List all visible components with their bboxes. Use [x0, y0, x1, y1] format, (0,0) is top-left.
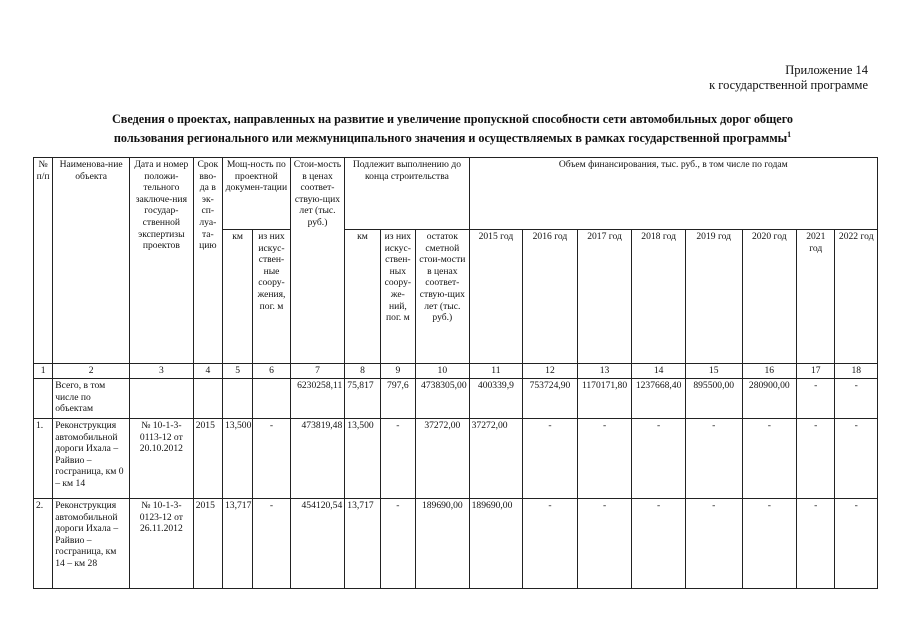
header-year: 2021 год	[797, 230, 835, 364]
title-line-2-wrap	[30, 127, 875, 146]
projects-table	[33, 157, 878, 589]
table-row-total	[34, 379, 878, 419]
cell-cost: 454120,54	[290, 499, 345, 589]
column-number: 5	[222, 364, 252, 379]
column-number: 13	[577, 364, 632, 379]
header-year: 2022 год	[835, 230, 878, 364]
header-funding: Объем финансирования, тыс. руб., в том числе по годам	[469, 158, 877, 230]
cell-expertise: № 10-1-3-0113-12 от 20.10.2012	[130, 419, 194, 499]
column-number: 16	[742, 364, 797, 379]
header-year: 2020 год	[742, 230, 797, 364]
cell-year-value: 400339,9	[469, 379, 523, 419]
header-remaining: Подлежит выполнению до конца строительства	[345, 158, 469, 230]
cell-year-value: -	[797, 419, 835, 499]
header-year: 2018 год	[632, 230, 686, 364]
table-row-project-1	[34, 419, 878, 499]
column-number: 6	[253, 364, 290, 379]
cell-year-value: 189690,00	[469, 499, 523, 589]
header-rem-km: км	[345, 230, 380, 364]
header-expertise: Дата и номер положи-тельного заключе-ния государ-ственной экспертизы проектов	[130, 158, 194, 364]
column-number: 17	[797, 364, 835, 379]
column-number: 2	[53, 364, 130, 379]
cell-year-value: -	[685, 499, 742, 589]
cell-name: Реконструкция автомобильной дороги Ихала – Райвио – госграница, км 0 – км 14	[53, 419, 130, 499]
header-year: 2017 год	[577, 230, 632, 364]
cell-year-value: 37272,00	[469, 419, 523, 499]
header-year: 2016 год	[523, 230, 578, 364]
cell-cost: 6230258,11	[290, 379, 345, 419]
cell-art	[253, 379, 290, 419]
header-row-1	[34, 158, 878, 230]
header-cost: Стои-мость в ценах соответ-ствую-щих лет (тыс. руб.)	[290, 158, 345, 364]
column-number: 12	[523, 364, 578, 379]
cell-expertise	[130, 379, 194, 419]
cell-rem-cost: 189690,00	[416, 499, 470, 589]
cell-year-value: -	[742, 499, 797, 589]
header-year: 2015 год	[469, 230, 523, 364]
cell-commission: 2015	[193, 419, 222, 499]
column-number: 9	[380, 364, 415, 379]
header-commission: Срок вво-да в эк-сп-луа-та-цию	[193, 158, 222, 364]
cell-year-value: 753724,90	[523, 379, 578, 419]
cell-year-value: -	[797, 499, 835, 589]
cell-rem-art: -	[380, 499, 415, 589]
annex-line-1: Приложение 14	[785, 63, 868, 77]
column-number: 15	[685, 364, 742, 379]
header-capacity: Мощ-ность по проектной докумен-тации	[222, 158, 290, 230]
cell-year-value: -	[577, 499, 632, 589]
cell-year-value: -	[685, 419, 742, 499]
column-number: 11	[469, 364, 523, 379]
cell-rem-km: 13,717	[345, 499, 380, 589]
cell-year-value: -	[742, 419, 797, 499]
cell-cost: 473819,48	[290, 419, 345, 499]
column-number: 10	[416, 364, 470, 379]
cell-year-value: 1170171,80	[577, 379, 632, 419]
cell-year-value: -	[835, 499, 878, 589]
cell-year-value: -	[835, 379, 878, 419]
header-year: 2019 год	[685, 230, 742, 364]
cell-expertise: № 10-1-3-0123-12 от 26.11.2012	[130, 499, 194, 589]
header-no: № п/п	[34, 158, 53, 364]
column-number: 18	[835, 364, 878, 379]
header-rem-cost: остаток сметной стои-мости в ценах соответ-ствую-щих лет (тыс. руб.)	[416, 230, 470, 364]
cell-commission	[193, 379, 222, 419]
column-number: 7	[290, 364, 345, 379]
column-number: 8	[345, 364, 380, 379]
column-number: 3	[130, 364, 194, 379]
cell-year-value: 895500,00	[685, 379, 742, 419]
cell-art: -	[253, 499, 290, 589]
cell-year-value: -	[632, 419, 686, 499]
column-number: 14	[632, 364, 686, 379]
header-capacity-art: из них искус-ствен-ные соору-жения, пог. м	[253, 230, 290, 364]
header-rem-art: из них искус-ствен-ных соору-же-ний, пог. м	[380, 230, 415, 364]
cell-no: 1.	[34, 419, 53, 499]
cell-rem-art: -	[380, 419, 415, 499]
cell-year-value: -	[632, 499, 686, 589]
cell-km	[222, 379, 252, 419]
cell-year-value: -	[523, 419, 578, 499]
cell-year-value: -	[577, 419, 632, 499]
cell-rem-cost: 37272,00	[416, 419, 470, 499]
cell-year-value: 1237668,40	[632, 379, 686, 419]
annex-caption	[709, 63, 868, 93]
cell-km: 13,500	[222, 419, 252, 499]
cell-no: 2.	[34, 499, 53, 589]
column-number: 4	[193, 364, 222, 379]
cell-year-value: 280900,00	[742, 379, 797, 419]
cell-km: 13,717	[222, 499, 252, 589]
annex-line-2: к государственной программе	[709, 78, 868, 92]
cell-year-value: -	[523, 499, 578, 589]
cell-art: -	[253, 419, 290, 499]
header-capacity-km: км	[222, 230, 252, 364]
cell-no	[34, 379, 53, 419]
document-title	[30, 112, 875, 146]
cell-rem-art: 797,6	[380, 379, 415, 419]
header-name: Наименова-ние объекта	[53, 158, 130, 364]
cell-commission: 2015	[193, 499, 222, 589]
title-line-1: Сведения о проектах, направленных на развитие и увеличение пропускной способности сети автомобильных дорог общего	[111, 112, 794, 126]
cell-rem-km: 13,500	[345, 419, 380, 499]
cell-year-value: -	[835, 419, 878, 499]
table-row-project-2	[34, 499, 878, 589]
title-line-2: пользования регионального или межмуниципального значения и осуществляемых в рамках государственной программы	[113, 131, 788, 146]
column-number-row	[34, 364, 878, 379]
title-footnote: 1	[787, 130, 792, 139]
cell-name: Всего, в том числе по объектам	[53, 379, 130, 419]
cell-name: Реконструкция автомобильной дороги Ихала – Райвио – госграница, км 14 – км 28	[53, 499, 130, 589]
cell-year-value: -	[797, 379, 835, 419]
cell-rem-cost: 4738305,00	[416, 379, 470, 419]
cell-rem-km: 75,817	[345, 379, 380, 419]
column-number: 1	[34, 364, 53, 379]
